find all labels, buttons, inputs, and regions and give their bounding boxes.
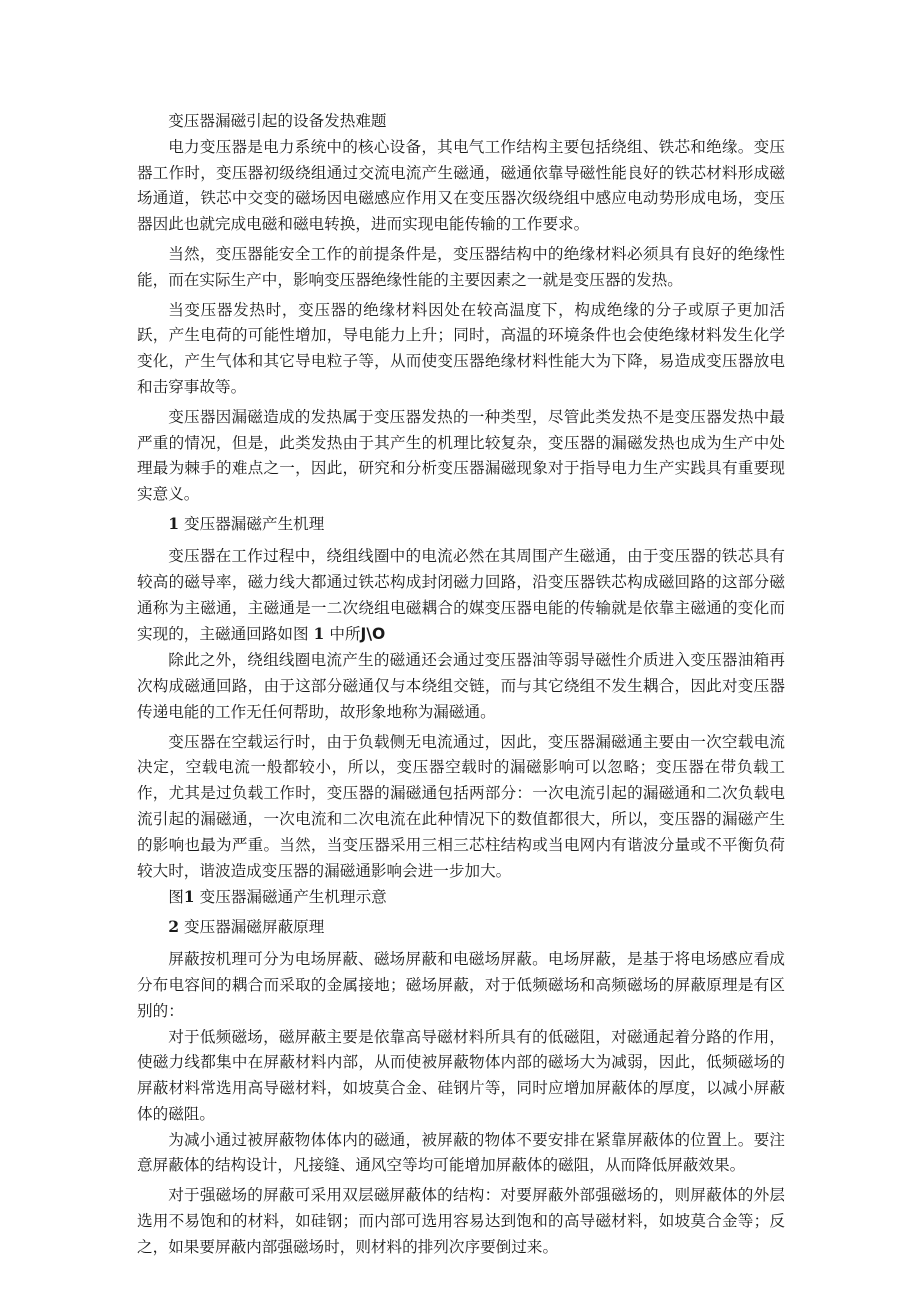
section-1-paragraph-1-text: 变压器在工作过程中，绕组线圈中的电流必然在其周围产生磁通，由于变压器的铁芯具有较高的磁导率，磁力线大都通过铁芯构成封闭磁力回路，沿变压器铁芯构成磁回路的这部分磁通称为主磁通，主磁通是一二次绕组电磁耦合的媒变压器电能的传输就是依靠主磁通的变化而实现的，主磁通回路如图 xyxy=(137,546,785,644)
section-2-paragraph-3: 为减小通过被屏蔽物体体内的磁通，被屏蔽的物体不要安排在紧靠屏蔽体的位置上。要注意屏蔽体的结构设计，凡接缝、通风空等均可能增加屏蔽体的磁阻，从而降低屏蔽效果。 xyxy=(137,1130,785,1175)
section-2-paragraph-1: 屏蔽按机理可分为电场屏蔽、磁场屏蔽和电磁场屏蔽。电场屏蔽，是基于将电场感应看成分布电容间的耦合而采取的金属接地；磁场屏蔽，对于低频磁场和高频磁场的屏蔽原理是有区别的： xyxy=(137,950,785,1020)
section-1-number: 1 xyxy=(168,513,180,533)
document-page xyxy=(137,109,785,1261)
figure-caption-number: 1 xyxy=(183,887,195,907)
section-1-heading xyxy=(137,508,785,540)
intro-paragraph-1: 电力变压器是电力系统中的核心设备，其电气工作结构主要包括绕组、铁芯和绝缘。变压器工作时，变压器初级绕组通过交流电流产生磁通，磁通依靠导磁性能良好的铁芯材料形成磁场通道，铁芯中交变的磁场因电磁感应作用又在变压器次级绕组中感应电动势形成电场，变压器因此也就完成电磁和磁电转换，进而实现电能传输的工作要求。 xyxy=(137,137,785,234)
figure-reference-number: 1 xyxy=(313,624,325,644)
section-1-heading-text: 变压器漏磁产生机理 xyxy=(184,514,325,533)
section-1-paragraph-3: 变压器在空载运行时，由于负载侧无电流通过，因此，变压器漏磁通主要由一次空载电流决定，空载电流一般都较小，所以，变压器空载时的漏磁影响可以忽略；变压器在带负载工作，尤其是过负载工作时，变压器的漏磁通包括两部分：一次电流引起的漏磁通和二次负载电流引起的漏磁通，一次电流和二次电流在此种情况下的数值都很大，所以，变压器的漏磁产生的影响也最为严重。当然，当变压器采用三相三芯柱结构或当电网内有谐波分量或不平衡负荷较大时，谐波造成变压器的漏磁通影响会进一步加大。 xyxy=(137,732,785,880)
section-1-paragraph-1-tail: 中所 xyxy=(329,625,361,644)
intro-paragraph-4: 变压器因漏磁造成的发热属于变压器发热的一种类型，尽管此类发热不是变压器发热中最严重的情况，但是，此类发热由于其产生的机理比较复杂，变压器的漏磁发热也成为生产中处理最为棘手的难点之一，因此，研究和分析变压器漏磁现象对于指导电力生产实践具有重要现实意义。 xyxy=(137,407,785,504)
figure-caption-text: 变压器漏磁通产生机理示意 xyxy=(199,888,387,907)
figure-caption-prefix: 图 xyxy=(168,888,184,907)
section-2-heading-text: 变压器漏磁屏蔽原理 xyxy=(184,918,325,937)
figure-caption xyxy=(137,884,785,911)
section-1-paragraph-2: 除此之外，绕组线圈电流产生的磁通还会通过变压器油等弱导磁性介质进入变压器油箱再次构成磁通回路，由于这部分磁通仅与本绕组交链，而与其它绕组不发生耦合，因此对变压器传递电能的工作无任何帮助，故形象地称为漏磁通。 xyxy=(137,651,785,721)
intro-paragraph-3: 当变压器发热时，变压器的绝缘材料因处在较高温度下，构成绝缘的分子或原子更加活跃，产生电荷的可能性增加，导电能力上升；同时，高温的环境条件也会使绝缘材料发生化学变化，产生气体和其它导电粒子等，从而使变压器绝缘材料性能大为下降，易造成变压器放电和击穿事故等。 xyxy=(137,300,785,396)
garbled-symbol: J\O xyxy=(360,625,386,644)
document-title: 变压器漏磁引起的设备发热难题 xyxy=(168,112,387,130)
section-2-heading xyxy=(137,911,785,943)
section-2-number: 2 xyxy=(168,917,180,937)
section-1-paragraph-1 xyxy=(137,544,785,648)
section-2-paragraph-2: 对于低频磁场，磁屏蔽主要是依靠高导磁材料所具有的低磁阻，对磁通起着分路的作用，使磁力线都集中在屏蔽材料内部，从而使被屏蔽物体内部的磁场大为减弱，因此，低频磁场的屏蔽材料常选用高导磁材料，如坡莫合金、硅钢片等，同时应增加屏蔽体的厚度，以减小屏蔽体的磁阻。 xyxy=(137,1027,785,1123)
intro-paragraph-2: 当然，变压器能安全工作的前提条件是，变压器结构中的绝缘材料必须具有良好的绝缘性能，而在实际生产中，影响变压器绝缘性能的主要因素之一就是变压器的发热。 xyxy=(137,244,785,289)
section-2-paragraph-4: 对于强磁场的屏蔽可采用双层磁屏蔽体的结构：对要屏蔽外部强磁场的，则屏蔽体的外层选用不易饱和的材料，如硅钢；而内部可选用容易达到饱和的高导磁材料，如坡莫合金等；反之，如果要屏蔽内部强磁场时，则材料的排列次序要倒过来。 xyxy=(137,1186,785,1256)
